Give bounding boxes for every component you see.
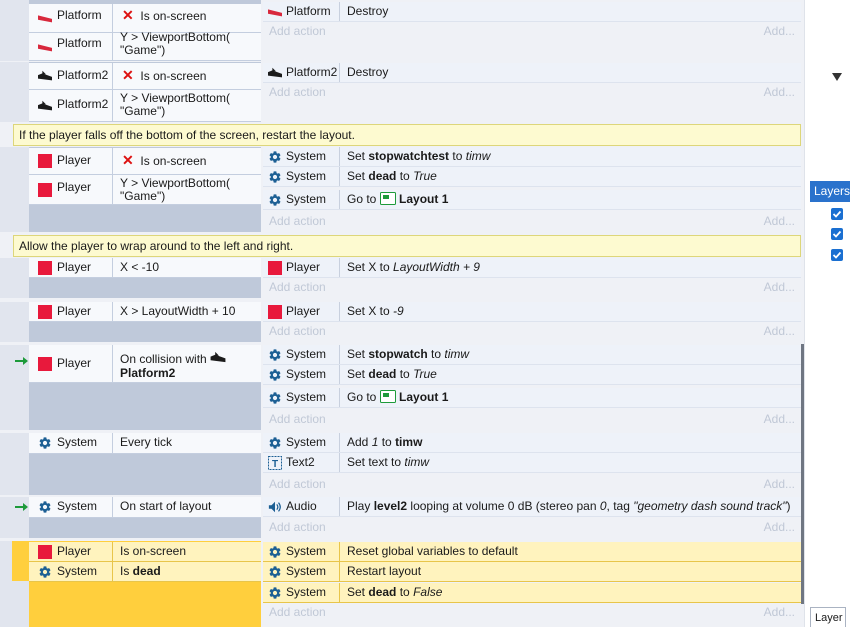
add-action-button[interactable]: Add action Add... [269,520,795,534]
add-action-button[interactable]: Add action Add... [269,214,795,228]
trigger-arrow-icon [13,499,29,515]
text-object-icon [268,456,282,470]
add-action-button[interactable]: Add action Add... [269,324,795,338]
action[interactable]: Player Set X to -9 [263,302,801,322]
gear-icon [268,565,282,579]
layers-panel [804,0,850,627]
action[interactable]: System Restart layout [263,562,801,582]
add-action-button[interactable]: Add action Add... [269,412,795,426]
layers-bottom-tab[interactable]: Layer [810,607,846,627]
player-square-icon [38,305,52,319]
trigger-arrow-icon [13,353,29,369]
player-square-icon [38,261,52,275]
platform-black-icon [210,351,226,364]
condition[interactable]: Platform ✕ Is on-screen [29,4,261,33]
action[interactable]: T Text2 Set text to timw [263,453,801,473]
condition[interactable]: Player ✕ Is on-screen [29,148,261,175]
event-7[interactable] [0,433,804,495]
condition[interactable]: Player Is on-screen [29,542,261,562]
player-square-icon [268,261,282,275]
gear-icon [268,545,282,559]
gear-icon [268,348,282,362]
action[interactable]: System Set stopwatchtest to timw [263,147,801,167]
negated-icon: ✕ [122,152,134,168]
gear-icon [268,150,282,164]
layer-visible-checkbox[interactable] [831,208,843,220]
event-1[interactable] [0,0,804,61]
event-4[interactable] [0,258,804,298]
event-2[interactable] [0,62,804,122]
event-3[interactable] [0,147,804,232]
platform-red-icon [38,11,52,25]
condition[interactable]: System On start of layout [29,497,261,518]
player-square-icon [38,545,52,559]
layer-visible-checkbox[interactable] [831,228,843,240]
condition[interactable]: Platform2 Y > ViewportBottom( "Game") [29,90,261,122]
gear-icon [268,170,282,184]
comment[interactable]: If the player falls off the bottom of the screen, restart the layout. [13,124,801,146]
add-action-button[interactable]: Add action Add... [269,85,795,99]
negated-icon: ✕ [122,67,134,83]
event-9-selected[interactable] [0,541,804,627]
action[interactable]: Platform Destroy [263,2,801,22]
add-action-button[interactable]: Add action Add... [269,605,795,619]
player-square-icon [38,357,52,371]
action[interactable]: System Set dead to True [263,365,801,385]
platform-red-icon [268,5,282,19]
platform-red-icon [38,40,52,54]
gear-icon [38,565,52,579]
layout-icon [380,192,396,205]
action[interactable]: System Go to Layout 1 [263,388,801,408]
player-square-icon [38,183,52,197]
action[interactable]: System Set dead to False [263,583,801,603]
player-square-icon [38,154,52,168]
gear-icon [268,436,282,450]
condition[interactable]: Player X > LayoutWidth + 10 [29,302,261,322]
layer-visible-checkbox[interactable] [831,249,843,261]
collapse-arrow-icon[interactable] [832,73,842,81]
gear-icon [38,500,52,514]
platform-black-icon [38,69,52,83]
action[interactable]: Platform2 Destroy [263,63,801,83]
condition[interactable]: System Is dead [29,562,261,582]
gear-icon [38,436,52,450]
action[interactable]: System Go to Layout 1 [263,190,801,210]
add-action-button[interactable]: Add action Add... [269,24,795,38]
condition[interactable]: Player On collision with Platform2 [29,345,261,383]
event-5[interactable] [0,302,804,342]
gear-icon [268,586,282,600]
event-8[interactable] [0,497,804,538]
platform-black-icon [38,99,52,113]
condition[interactable]: Platform2 ✕ Is on-screen [29,63,261,90]
condition[interactable]: System Every tick [29,433,261,454]
add-action-button[interactable]: Add action Add... [269,477,795,491]
add-action-button[interactable]: Add action Add... [269,280,795,294]
action[interactable]: System Set dead to True [263,167,801,187]
comment[interactable]: Allow the player to wrap around to the left and right. [13,235,801,257]
gear-icon [268,193,282,207]
platform-black-icon [268,66,282,80]
action[interactable]: System Add 1 to timw [263,433,801,453]
layers-tab[interactable]: Layers [810,181,850,202]
action[interactable]: System Reset global variables to default [263,542,801,562]
gear-icon [268,368,282,382]
event-6[interactable] [0,345,804,430]
player-square-icon [268,305,282,319]
action[interactable]: Player Set X to LayoutWidth + 9 [263,258,801,278]
condition[interactable]: Player X < -10 [29,258,261,278]
audio-icon [268,500,282,514]
negated-icon: ✕ [122,7,134,23]
gear-icon [268,391,282,405]
condition[interactable]: Platform Y > ViewportBottom( "Game") [29,33,261,61]
action[interactable]: System Set stopwatch to timw [263,345,801,365]
condition[interactable]: Player Y > ViewportBottom( "Game") [29,175,261,205]
svg-text:T: T [271,458,279,470]
layout-icon [380,390,396,403]
action[interactable]: Audio Play level2 looping at volume 0 dB (stereo pan 0, tag "geometry dash sound track") [263,497,801,517]
